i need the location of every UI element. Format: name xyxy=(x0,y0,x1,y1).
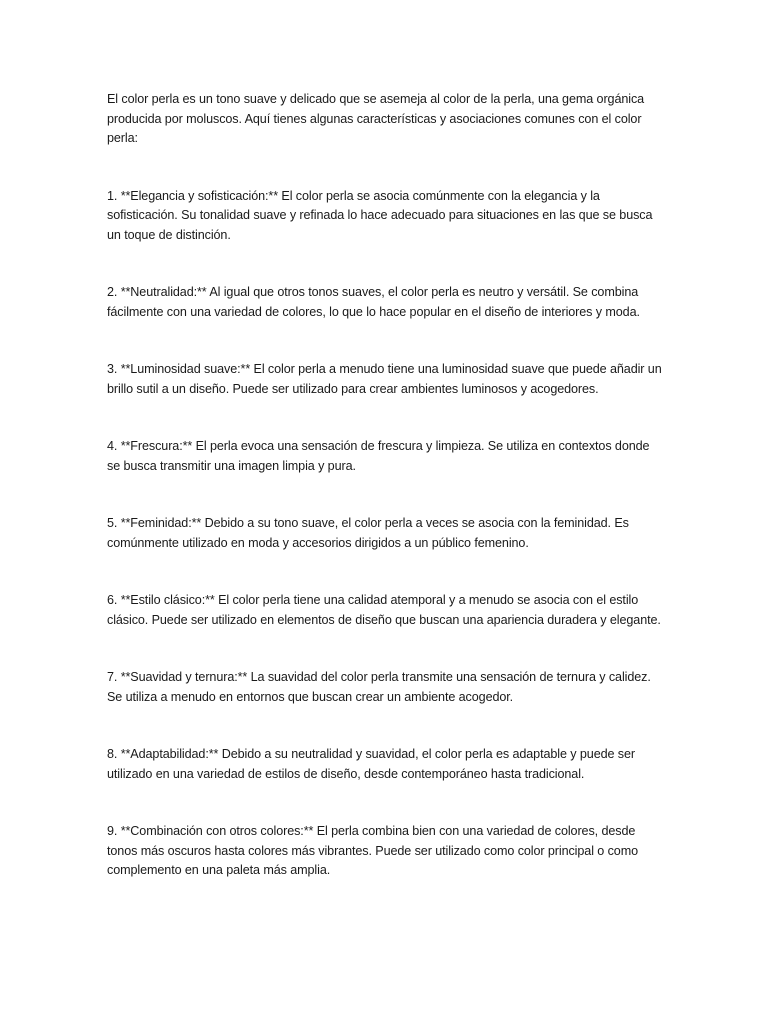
list-item: 7. **Suavidad y ternura:** La suavidad del color perla transmite una sensación de ternura y calidez. Se utiliza a menudo en entornos que buscan crear un ambiente acogedor. xyxy=(107,670,651,704)
list-item: 9. **Combinación con otros colores:** El perla combina bien con una variedad de colores, desde tonos más oscuros hasta colores más vibrantes. Puede ser utilizado como color principal o como complemento en una paleta más amplia. xyxy=(107,824,638,877)
list-item: 6. **Estilo clásico:** El color perla tiene una calidad atemporal y a menudo se asocia con el estilo clásico. Puede ser utilizado en elementos de diseño que buscan una apariencia duradera y elegante. xyxy=(107,593,661,627)
list-item: 1. **Elegancia y sofisticación:** El color perla se asocia comúnmente con la elegancia y la sofisticación. Su tonalidad suave y refinada lo hace adecuado para situaciones en las que se busca un toque de distinción. xyxy=(107,188,653,242)
list-item: 3. **Luminosidad suave:** El color perla a menudo tiene una luminosidad suave que puede añadir un brillo sutil a un diseño. Puede ser utilizado para crear ambientes luminosos y acogedores. xyxy=(107,362,662,396)
list-item: 5. **Feminidad:** Debido a su tono suave, el color perla a veces se asocia con la feminidad. Es comúnmente utilizado en moda y accesorios dirigidos a un público femenino. xyxy=(107,516,629,550)
list-item: 2. **Neutralidad:** Al igual que otros tonos suaves, el color perla es neutro y versátil. Se combina fácilmente con una variedad de colores, lo que lo hace popular en el diseño de interiores y moda. xyxy=(107,285,640,319)
document-body xyxy=(107,90,663,919)
list-item: 8. **Adaptabilidad:** Debido a su neutralidad y suavidad, el color perla es adaptable y puede ser utilizado en una variedad de estilos de diseño, desde contemporáneo hasta tradicional. xyxy=(107,747,635,781)
list-item: 4. **Frescura:** El perla evoca una sensación de frescura y limpieza. Se utiliza en contextos donde se busca transmitir una imagen limpia y pura. xyxy=(107,439,650,473)
intro-paragraph: El color perla es un tono suave y delicado que se asemeja al color de la perla, una gema orgánica producida por moluscos. Aquí tienes algunas características y asociaciones comunes con el color perla: xyxy=(107,92,645,145)
